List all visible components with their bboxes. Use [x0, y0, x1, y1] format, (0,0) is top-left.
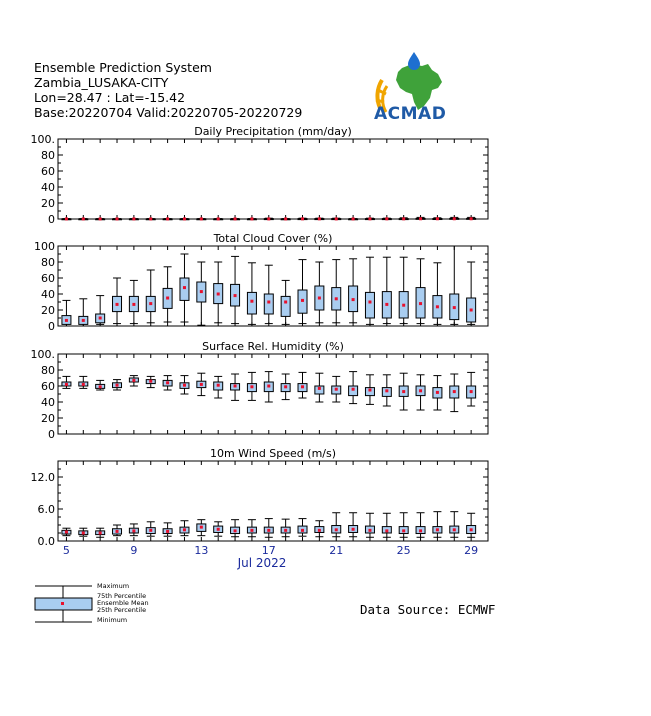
box-22	[349, 217, 358, 220]
box-18	[281, 519, 290, 537]
mean-marker	[116, 217, 119, 220]
chart-panel-3	[31, 340, 489, 441]
mean-marker	[368, 217, 371, 220]
box-19	[298, 217, 307, 220]
mean-marker	[267, 385, 270, 388]
box-6	[79, 299, 88, 326]
mean-marker	[149, 380, 152, 383]
box-28	[450, 374, 459, 412]
box-16	[247, 372, 256, 400]
acmad-logo-text: ACMAD	[374, 104, 447, 124]
mean-marker	[318, 297, 321, 300]
mean-marker	[267, 529, 270, 532]
mean-marker	[284, 529, 287, 532]
mean-marker	[166, 530, 169, 533]
legend-box-symbol	[35, 586, 92, 622]
box-6	[79, 217, 88, 220]
mean-marker	[318, 387, 321, 390]
box-18	[281, 280, 290, 324]
mean-marker	[470, 390, 473, 393]
mean-marker	[335, 388, 338, 391]
y-tick-label: 80	[41, 256, 55, 269]
mean-marker	[385, 303, 388, 306]
mean-marker	[436, 528, 439, 531]
mean-marker	[352, 528, 355, 531]
mean-marker	[385, 389, 388, 392]
x-tick-label: 29	[464, 544, 479, 557]
box-7	[96, 380, 105, 390]
panel-title: Daily Precipitation (mm/day)	[194, 125, 352, 138]
box-11	[163, 376, 172, 390]
mean-marker	[267, 301, 270, 304]
x-tick-label: 21	[329, 544, 344, 557]
x-tick-label: 13	[194, 544, 209, 557]
mean-marker	[250, 385, 253, 388]
box-10	[146, 217, 155, 220]
y-tick-label: 20	[41, 197, 55, 210]
mean-marker	[250, 300, 253, 303]
box-19	[298, 260, 307, 324]
mean-marker	[301, 385, 304, 388]
mean-marker	[149, 529, 152, 532]
iqr-box	[180, 278, 189, 300]
box-22	[349, 513, 358, 537]
box-29	[467, 372, 476, 406]
mean-marker	[166, 217, 169, 220]
box-9	[129, 280, 138, 323]
box-27	[433, 512, 442, 538]
box-8	[113, 217, 122, 220]
box-13	[197, 217, 206, 220]
box-11	[163, 267, 172, 322]
mean-marker	[284, 385, 287, 388]
legend-p75-label: 75th Percentile	[97, 592, 147, 600]
mean-marker	[217, 384, 220, 387]
mean-marker	[116, 303, 119, 306]
mean-marker	[82, 383, 85, 386]
y-tick-label: 100	[34, 240, 55, 253]
y-tick-label: 0	[48, 428, 55, 441]
y-tick-label: 60	[41, 165, 55, 178]
box-17	[264, 519, 273, 538]
mean-marker	[99, 317, 102, 320]
box-14	[214, 376, 223, 398]
mean-marker	[267, 217, 270, 220]
mean-marker	[453, 528, 456, 531]
legend-mean-label: Ensemble Mean	[97, 599, 149, 607]
mean-marker	[200, 383, 203, 386]
box-18	[281, 217, 290, 220]
box-13	[197, 262, 206, 325]
box-24	[382, 257, 391, 323]
box-15	[231, 256, 240, 323]
mean-marker	[335, 217, 338, 220]
y-tick-label: 80	[41, 149, 55, 162]
base-valid-label: Base:20220704 Valid:20220705-20220729	[34, 105, 303, 120]
mean-marker	[200, 217, 203, 220]
mean-marker	[65, 319, 68, 322]
y-tick-label: 100.	[30, 348, 55, 361]
mean-marker	[470, 528, 473, 531]
y-tick-label: 60	[41, 380, 55, 393]
box-21	[332, 260, 341, 323]
box-25	[399, 373, 408, 410]
box-25	[399, 257, 408, 323]
mean-marker	[470, 217, 473, 220]
mean-marker	[234, 385, 237, 388]
box-28	[450, 217, 459, 220]
mean-marker	[99, 217, 102, 220]
box-11	[163, 523, 172, 536]
mean-marker	[166, 297, 169, 300]
mean-marker	[65, 383, 68, 386]
box-27	[433, 376, 442, 410]
chart-panel-4	[31, 447, 489, 548]
box-12	[180, 521, 189, 536]
mean-marker	[116, 384, 119, 387]
box-17	[264, 372, 273, 402]
y-tick-label: 20	[41, 304, 55, 317]
box-9	[129, 376, 138, 386]
mean-marker	[99, 385, 102, 388]
mean-marker	[200, 526, 203, 529]
mean-marker	[132, 529, 135, 532]
box-14	[214, 522, 223, 536]
mean-marker	[419, 302, 422, 305]
box-15	[231, 374, 240, 400]
mean-marker	[352, 298, 355, 301]
box-20	[315, 262, 324, 323]
box-21	[332, 376, 341, 402]
mean-marker	[183, 528, 186, 531]
mean-marker	[132, 217, 135, 220]
mean-marker	[183, 217, 186, 220]
mean-marker	[166, 381, 169, 384]
box-28	[450, 246, 459, 324]
mean-marker	[368, 301, 371, 304]
mean-marker	[385, 529, 388, 532]
box-5	[62, 528, 71, 535]
box-6	[79, 528, 88, 536]
y-tick-label: 6.0	[37, 503, 55, 516]
box-9	[129, 524, 138, 536]
box-16	[247, 520, 256, 537]
box-5	[62, 217, 71, 220]
mean-marker	[250, 217, 253, 220]
box-29	[467, 217, 476, 220]
box-12	[180, 254, 189, 322]
box-27	[433, 263, 442, 325]
iqr-box	[365, 292, 374, 318]
mean-marker	[217, 528, 220, 531]
panel-frame	[58, 139, 488, 219]
mean-marker	[234, 294, 237, 297]
mean-marker	[250, 529, 253, 532]
mean-marker	[301, 299, 304, 302]
box-23	[365, 513, 374, 537]
x-tick-label: 5	[62, 544, 70, 557]
mean-marker	[183, 384, 186, 387]
box-8	[113, 525, 122, 536]
location-label: Zambia_LUSAKA-CITY	[34, 75, 169, 90]
box-8	[113, 380, 122, 390]
mean-marker	[82, 532, 85, 535]
mean-marker	[352, 388, 355, 391]
box-13	[197, 373, 206, 395]
box-20	[315, 521, 324, 537]
box-6	[79, 376, 88, 388]
box-8	[113, 278, 122, 324]
box-28	[450, 512, 459, 538]
mean-marker	[65, 530, 68, 533]
box-19	[298, 519, 307, 537]
iqr-box	[349, 386, 358, 396]
mean-marker	[402, 217, 405, 220]
box-9	[129, 217, 138, 220]
mean-marker	[402, 529, 405, 532]
box-21	[332, 513, 341, 537]
mean-marker	[234, 529, 237, 532]
mean-marker	[217, 217, 220, 220]
box-22	[349, 259, 358, 323]
box-26	[416, 375, 425, 410]
mean-marker	[149, 302, 152, 305]
iqr-box	[281, 296, 290, 316]
mean-marker	[436, 305, 439, 308]
x-tick-label: 25	[396, 544, 411, 557]
mean-marker	[318, 529, 321, 532]
box-17	[264, 265, 273, 323]
box-26	[416, 513, 425, 538]
legend-mean-marker	[61, 602, 64, 605]
box-16	[247, 263, 256, 325]
box-19	[298, 372, 307, 398]
mean-marker	[132, 379, 135, 382]
box-25	[399, 513, 408, 538]
mean-marker	[318, 217, 321, 220]
mean-marker	[82, 319, 85, 322]
y-tick-label: 0	[48, 320, 55, 333]
mean-marker	[149, 217, 152, 220]
mean-marker	[217, 293, 220, 296]
mean-marker	[65, 217, 68, 220]
y-tick-label: 60	[41, 272, 55, 285]
mean-marker	[419, 217, 422, 220]
box-5	[62, 300, 71, 326]
mean-marker	[470, 309, 473, 312]
mean-marker	[402, 390, 405, 393]
box-23	[365, 217, 374, 220]
mean-marker	[453, 306, 456, 309]
box-27	[433, 217, 442, 220]
box-25	[399, 217, 408, 220]
mean-marker	[116, 530, 119, 533]
mean-marker	[99, 532, 102, 535]
box-26	[416, 259, 425, 324]
box-13	[197, 520, 206, 536]
mean-marker	[284, 301, 287, 304]
mean-marker	[301, 529, 304, 532]
panel-title: Surface Rel. Humidity (%)	[202, 340, 344, 353]
chart-panel-1	[31, 125, 489, 226]
mean-marker	[419, 389, 422, 392]
box-23	[365, 257, 374, 324]
box-24	[382, 513, 391, 537]
mean-marker	[335, 297, 338, 300]
y-tick-label: 0	[48, 213, 55, 226]
mean-marker	[436, 217, 439, 220]
box-15	[231, 520, 240, 537]
legend-maximum-label: Maximum	[97, 582, 130, 590]
box-16	[247, 217, 256, 220]
panel-title: Total Cloud Cover (%)	[213, 232, 333, 245]
mean-marker	[234, 217, 237, 220]
box-20	[315, 373, 324, 402]
box-14	[214, 217, 223, 220]
mean-marker	[352, 217, 355, 220]
y-tick-label: 12.0	[30, 471, 55, 484]
mean-marker	[402, 304, 405, 307]
x-tick-label: 17	[261, 544, 276, 557]
box-15	[231, 217, 240, 220]
y-tick-label: 80	[41, 364, 55, 377]
box-24	[382, 375, 391, 406]
y-tick-label: 40	[41, 396, 55, 409]
mean-marker	[453, 217, 456, 220]
mean-marker	[385, 217, 388, 220]
mean-marker	[301, 217, 304, 220]
mean-marker	[335, 528, 338, 531]
box-14	[214, 262, 223, 323]
box-18	[281, 374, 290, 400]
panel-title: 10m Wind Speed (m/s)	[209, 447, 337, 460]
mean-marker	[183, 286, 186, 289]
box-11	[163, 217, 172, 220]
box-5	[62, 376, 71, 388]
coordinates-label: Lon=28.47 : Lat=-15.42	[34, 90, 186, 105]
box-29	[467, 513, 476, 537]
box-12	[180, 376, 189, 394]
box-24	[382, 217, 391, 220]
box-10	[146, 522, 155, 536]
box-26	[416, 217, 425, 220]
mean-marker	[419, 529, 422, 532]
data-source-label: Data Source: ECMWF	[360, 602, 496, 617]
box-23	[365, 375, 374, 405]
box-12	[180, 217, 189, 220]
box-10	[146, 376, 155, 387]
iqr-box	[247, 292, 256, 314]
legend-p25-label: 25th Percentile	[97, 606, 147, 614]
y-tick-label: 100.	[30, 133, 55, 146]
box-22	[349, 372, 358, 404]
chart-panel-2	[34, 232, 488, 333]
box-7	[96, 296, 105, 325]
x-tick-label: 9	[130, 544, 138, 557]
y-tick-label: 20	[41, 412, 55, 425]
chart-header-title: Ensemble Prediction System	[34, 60, 212, 75]
mean-marker	[436, 391, 439, 394]
mean-marker	[200, 290, 203, 293]
mean-marker	[82, 217, 85, 220]
mean-marker	[368, 389, 371, 392]
box-17	[264, 217, 273, 220]
legend-minimum-label: Minimum	[97, 616, 128, 624]
box-29	[467, 262, 476, 324]
mean-marker	[453, 390, 456, 393]
mean-marker	[368, 529, 371, 532]
box-20	[315, 217, 324, 220]
box-7	[96, 217, 105, 220]
y-tick-label: 40	[41, 288, 55, 301]
mean-marker	[284, 217, 287, 220]
box-10	[146, 270, 155, 323]
mean-marker	[132, 303, 135, 306]
box-7	[96, 528, 105, 537]
x-axis-month-label: Jul 2022	[237, 556, 287, 570]
y-tick-label: 40	[41, 181, 55, 194]
iqr-box	[264, 294, 273, 314]
y-tick-label: 0.0	[37, 535, 55, 548]
box-21	[332, 217, 341, 220]
